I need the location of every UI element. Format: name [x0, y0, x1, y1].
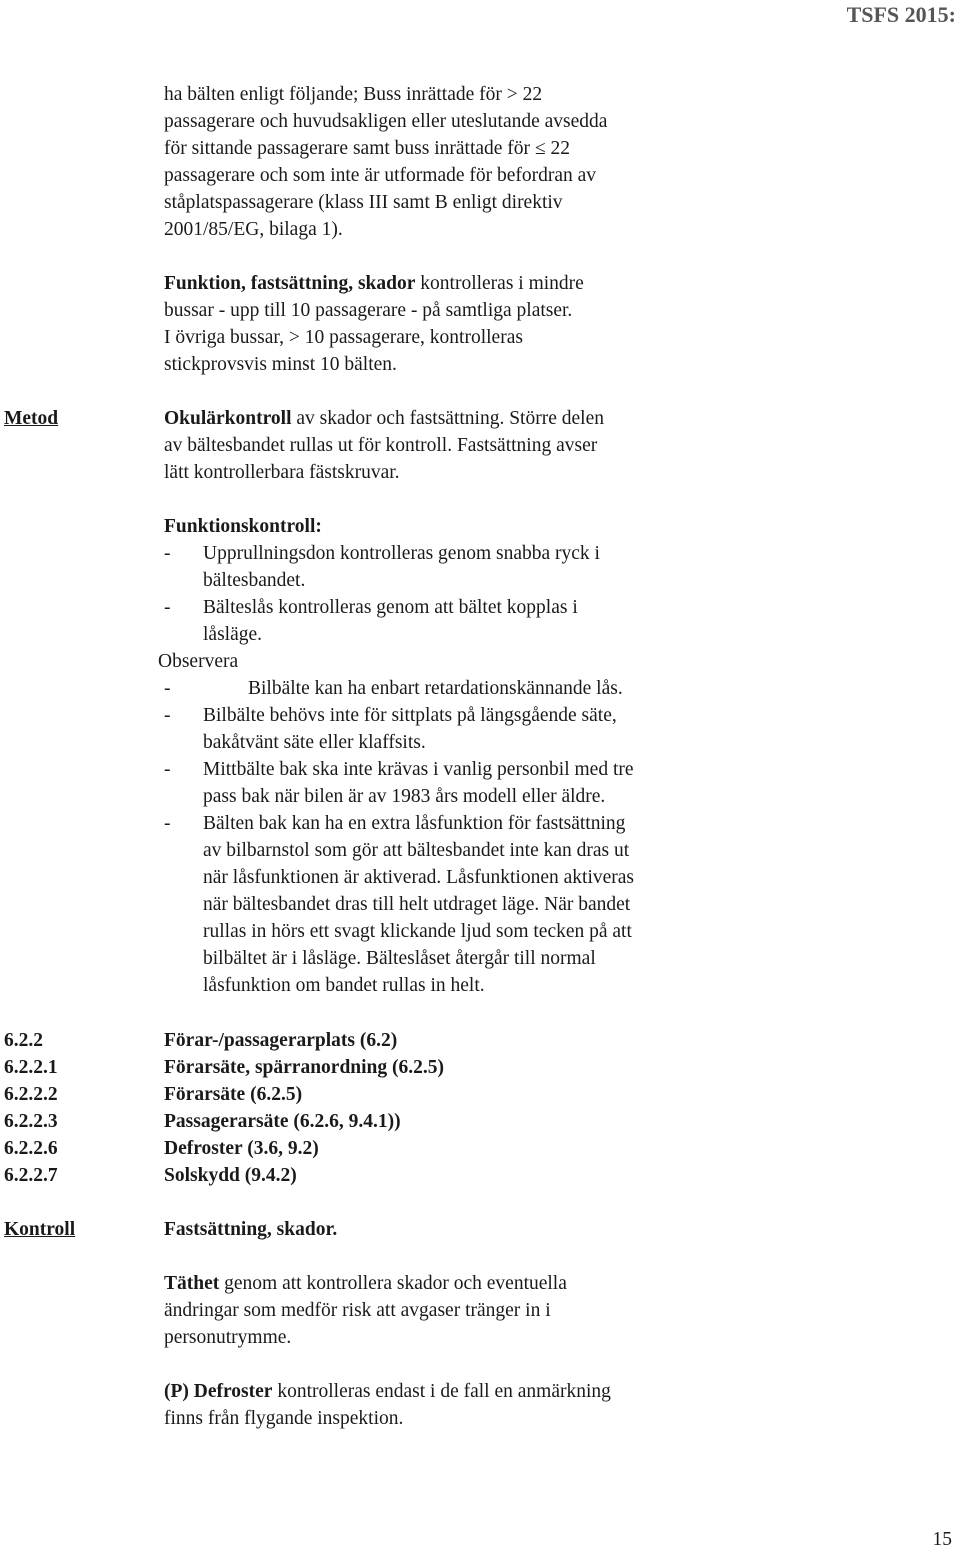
section-title: Förarsäte, spärranordning (6.2.5) — [164, 1057, 445, 1078]
section-heading — [4, 1081, 954, 1108]
kontroll-label: Kontroll — [4, 1219, 76, 1240]
section-heading — [4, 1027, 954, 1054]
intro-line: för sittande passagerare samt buss inrättade för ≤ 22 — [164, 138, 570, 159]
function-paragraph-first-line: Funktion, fastsättning, skador kontrolleras i mindre — [164, 273, 584, 294]
section-heading — [4, 1108, 954, 1135]
section-number: 6.2.2.7 — [4, 1165, 58, 1186]
observe-item: - Mittbälte bak ska inte krävas i vanlig personbil med tre pass bak när bilen är av 1983 års modell eller äldre. — [164, 759, 634, 807]
ocular-bold-term: Okulärkontroll — [164, 408, 292, 429]
ocular-line: av bältesbandet rullas ut för kontroll. Fastsättning avser — [164, 435, 598, 456]
tathet-line: personutrymme. — [164, 1327, 292, 1348]
observe-item: - Bilbälte kan ha enbart retardationskännande lås. — [164, 678, 623, 699]
section-heading — [4, 1162, 954, 1189]
function-line: stickprovsvis minst 10 bälten. — [164, 354, 397, 375]
section-title: Förarsäte (6.2.5) — [164, 1084, 303, 1105]
section-heading — [4, 1054, 954, 1081]
section-heading — [4, 1135, 954, 1162]
kontroll-first-line: Fastsättning, skador. — [164, 1219, 338, 1240]
section-number: 6.2.2.3 — [4, 1111, 58, 1132]
ocular-first-line: Okulärkontroll av skador och fastsättning. Större delen — [164, 408, 604, 429]
kontroll-block — [164, 1216, 954, 1432]
intro-block — [164, 81, 954, 378]
section-number: 6.2.2.2 — [4, 1084, 58, 1105]
page-number: 15 — [932, 1529, 952, 1550]
section-number: 6.2.2 — [4, 1030, 43, 1051]
defroster-first-line: (P) Defroster kontrolleras endast i de fall en anmärkning — [164, 1381, 611, 1402]
function-check-item: - Upprullningsdon kontrolleras genom snabba ryck i bältesbandet. — [164, 543, 600, 591]
section-title: Passagerarsäte (6.2.6, 9.4.1)) — [164, 1111, 401, 1132]
section-number: 6.2.2.1 — [4, 1057, 58, 1078]
section-number: 6.2.2.6 — [4, 1138, 58, 1159]
metod-block — [158, 405, 954, 999]
intro-line: ståplatspassagerare (klass III samt B enligt direktiv — [164, 192, 563, 213]
defroster-line: finns från flygande inspektion. — [164, 1408, 404, 1429]
observe-label: Observera — [158, 651, 239, 672]
defroster-bold-term: (P) Defroster — [164, 1381, 273, 1402]
running-header: TSFS 2015: — [846, 2, 956, 27]
intro-line: passagerare och huvudsakligen eller uteslutande avsedda — [164, 111, 608, 132]
tathet-first-line: Täthet genom att kontrollera skador och eventuella — [164, 1273, 567, 1294]
ocular-line: lätt kontrollerbara fästskruvar. — [164, 462, 400, 483]
section-title: Solskydd (9.4.2) — [164, 1165, 297, 1186]
section-title: Defroster (3.6, 9.2) — [164, 1138, 319, 1159]
section-title: Förar-/passagerarplats (6.2) — [164, 1030, 398, 1051]
intro-line: ha bälten enligt följande; Buss inrättade för > 22 — [164, 84, 543, 105]
function-check-title: Funktionskontroll: — [164, 516, 322, 537]
intro-line: 2001/85/EG, bilaga 1). — [164, 219, 343, 240]
tathet-line: ändringar som medför risk att avgaser tränger in i — [164, 1300, 551, 1321]
metod-label: Metod — [4, 408, 59, 429]
function-check-item: - Bälteslås kontrolleras genom att bältet kopplas i låsläge. — [164, 597, 578, 645]
observe-item: - Bilbälte behövs inte för sittplats på längsgående säte, bakåtvänt säte eller klaffsits. — [164, 705, 617, 753]
function-bold-term: Funktion, fastsättning, skador — [164, 273, 416, 294]
observe-item: - Bälten bak kan ha en extra låsfunktion för fastsättning av bilbarnstol som gör att bältesbandet inte kan dras ut när låsfunktionen är aktiverad. Låsfunktionen aktiveras när bältesbandet dras till helt utdraget läge. När bandet rullas in hörs ett svagt klickande ljud som tecken på att bilbältet är i låsläge. Bälteslåset återgår till normal låsfunktion om bandet rullas in helt. — [164, 813, 635, 996]
function-line: I övriga bussar, > 10 passagerare, kontrolleras — [164, 327, 523, 348]
tathet-bold-term: Täthet — [164, 1273, 220, 1294]
function-line: bussar - upp till 10 passagerare - på samtliga platser. — [164, 300, 573, 321]
intro-line: passagerare och som inte är utformade för befordran av — [164, 165, 597, 186]
section-list — [4, 1027, 954, 1189]
